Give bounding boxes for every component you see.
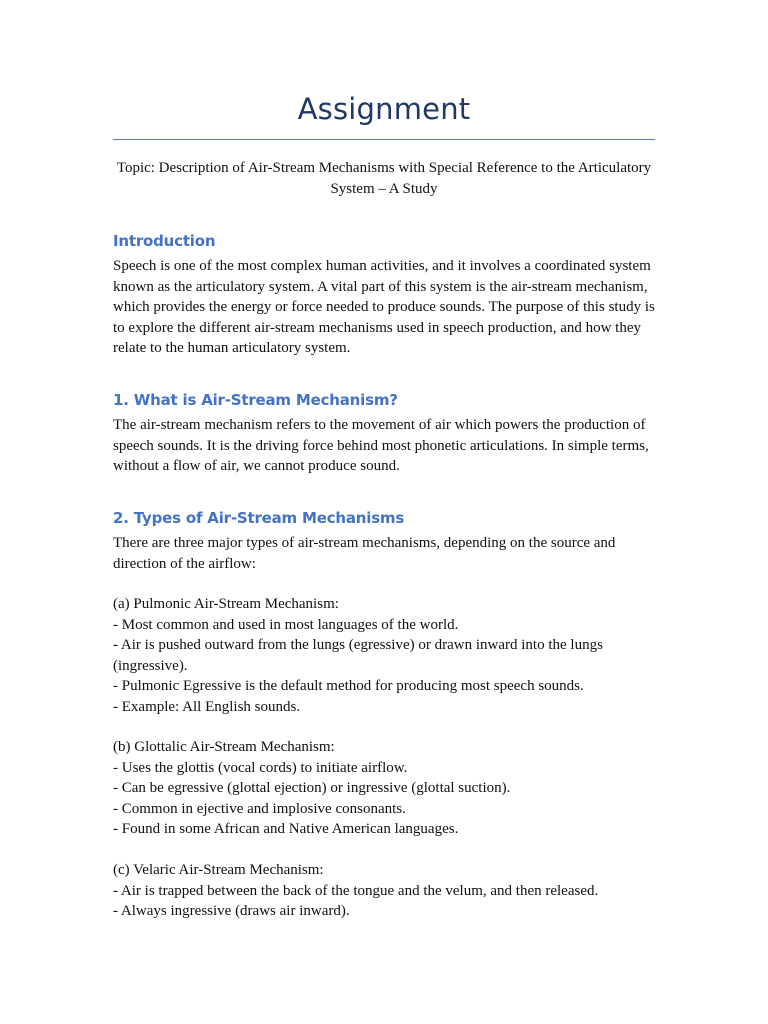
list-item: - Example: All English sounds.	[113, 698, 301, 715]
velaric-title: (c) Velaric Air-Stream Mechanism:	[113, 862, 324, 878]
what-is-air-stream-paragraph: The air-stream mechanism refers to the movement of air which powers the production of speech sounds. It is the driving force behind most phonetic articulations. In simple terms, without a flow of air, we cannot produce sound.	[113, 417, 649, 474]
pulmonic-block	[113, 594, 655, 717]
list-item: - Common in ejective and implosive consonants.	[113, 800, 406, 817]
list-item: - Always ingressive (draws air inward).	[113, 903, 350, 919]
title-underline-divider	[113, 139, 655, 140]
list-item: - Air is pushed outward from the lungs (egressive) or drawn inward into the lungs (ingressive).	[113, 637, 603, 674]
list-item: - Can be egressive (glottal ejection) or ingressive (glottal suction).	[113, 780, 511, 796]
document-title: Assignment	[297, 92, 471, 126]
velaric-block	[113, 860, 655, 922]
heading-introduction: Introduction	[113, 232, 216, 250]
list-item: - Found in some African and Native American languages.	[113, 821, 459, 837]
list-item: - Uses the glottis (vocal cords) to initiate airflow.	[113, 759, 408, 776]
topic-line: Topic: Description of Air-Stream Mechanisms with Special Reference to the Articulatory System – A Study	[116, 160, 652, 197]
list-item: - Most common and used in most languages of the world.	[113, 616, 459, 633]
heading-types-of-air-stream: 2. Types of Air-Stream Mechanisms	[113, 509, 405, 527]
glottalic-block	[113, 737, 655, 840]
types-intro-paragraph: There are three major types of air-stream mechanisms, depending on the source and direction of the airflow:	[113, 535, 616, 572]
glottalic-title: (b) Glottalic Air-Stream Mechanism:	[113, 739, 335, 755]
list-item: - Pulmonic Egressive is the default method for producing most speech sounds.	[113, 678, 584, 694]
heading-what-is-air-stream: 1. What is Air-Stream Mechanism?	[113, 391, 398, 409]
introduction-paragraph: Speech is one of the most complex human activities, and it involves a coordinated system known as the articulatory system. A vital part of this system is the air-stream mechanism, which provides the energy or force needed to produce sounds. The purpose of this study is to explore the different air-stream mechanisms used in speech production, and how they relate to the human articulatory system.	[113, 258, 655, 356]
pulmonic-title: (a) Pulmonic Air-Stream Mechanism:	[113, 596, 339, 612]
list-item: - Air is trapped between the back of the tongue and the velum, and then released.	[113, 882, 599, 899]
